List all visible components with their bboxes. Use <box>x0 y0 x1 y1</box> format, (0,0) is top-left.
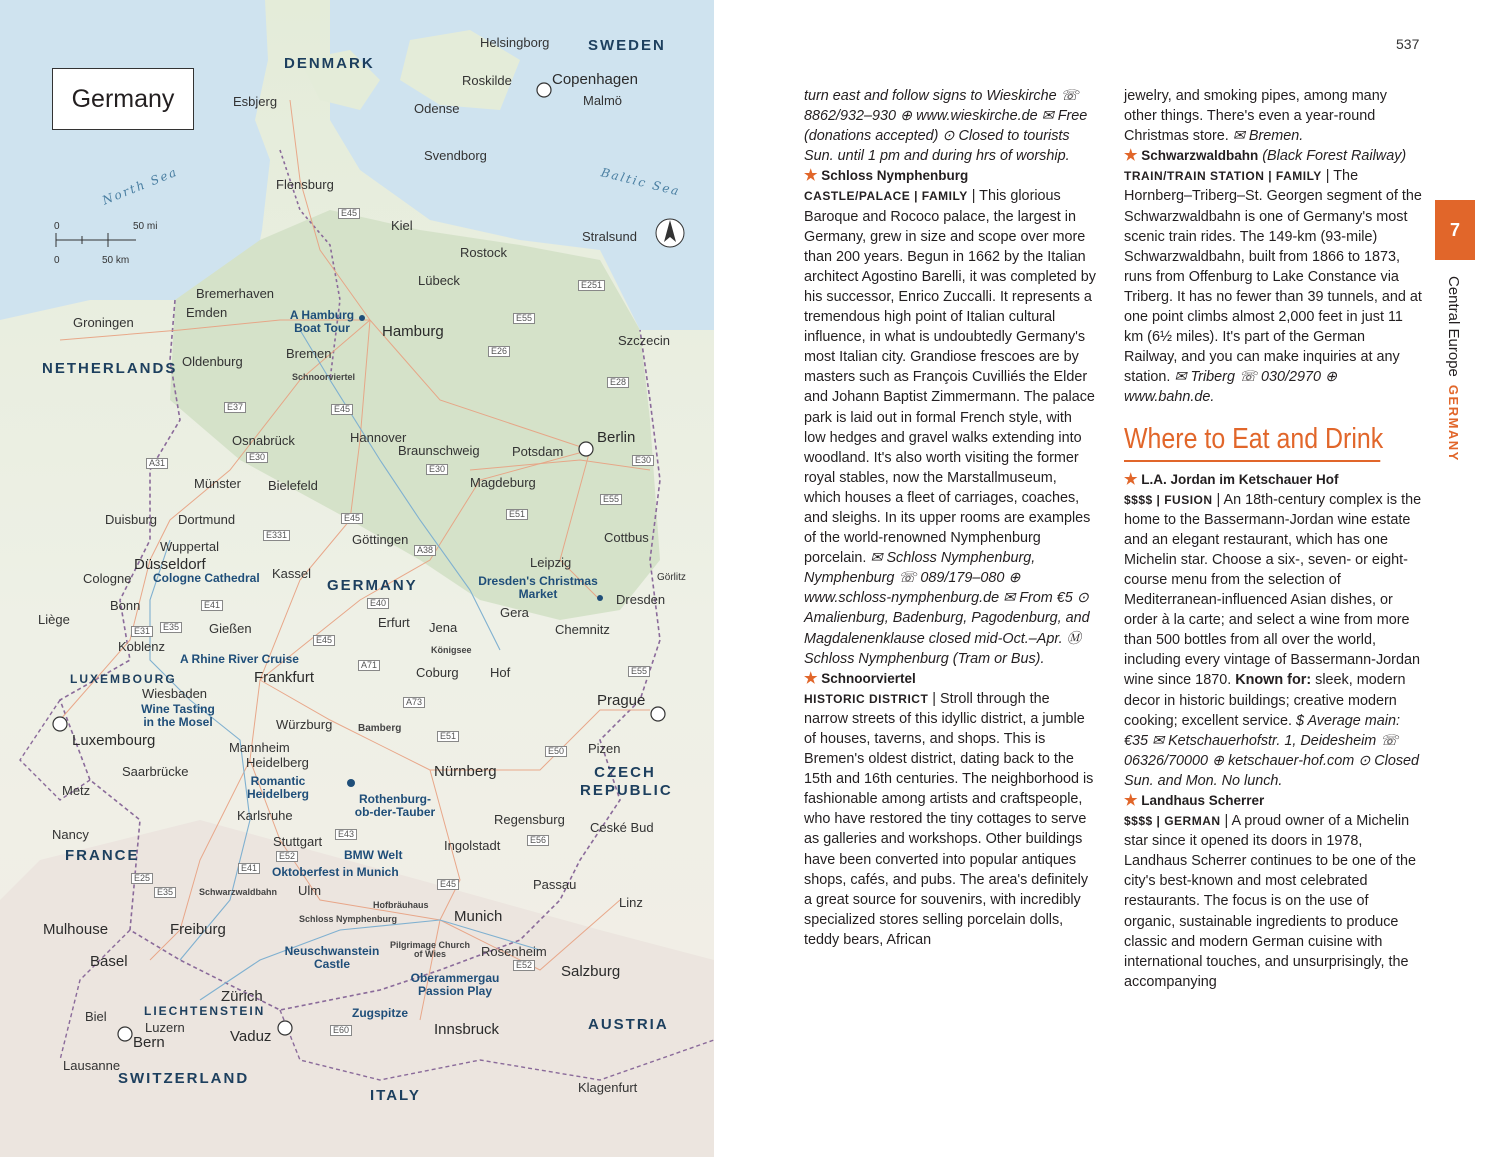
map-city-label: Oldenburg <box>182 354 243 369</box>
road-shield: E45 <box>437 879 459 890</box>
intro-paragraph: turn east and follow signs to Wieskirche ☏ 8862/932–930 ⊕ www.wieskirche.de ✉ Free (donations accepted) ⊙ Closed to tourists Sun. until 1 pm and during hrs of worship. <box>804 88 1088 165</box>
map-city-label: Regensburg <box>494 812 565 827</box>
map-city-label: Cologne <box>83 571 132 586</box>
map-city-label: Saarbrücke <box>122 764 189 779</box>
map-city-label: Düsseldorf <box>134 556 206 573</box>
entry-info: ✉ Triberg ☏ 030/2970 ⊕ www.bahn.de. <box>1124 369 1338 406</box>
map-attraction-label: Oberammergau Passion Play <box>410 971 500 999</box>
entry-heading <box>1124 146 1422 166</box>
map-sea-label: Baltic Sea <box>599 165 682 199</box>
entry-text: jewelry, and smoking pipes, among many other things. There's even a year-round Christmas store. <box>1124 88 1387 145</box>
road-shield: E40 <box>367 598 389 609</box>
map-city-label: Dresden <box>616 592 666 607</box>
road-shield: A73 <box>403 697 425 708</box>
entry-text: | A proud owner of a Michelin star since it opened its doors in 1978, Landhaus Scherrer continues to be one of the city's best-known and most celebrated restaurants. The focus is on the use of organic, sustainable ingredients to produce classic and modern German cuisine with international touches, and unsurprisingly, the accompanying <box>1124 813 1417 990</box>
star-icon: ★ <box>1124 147 1138 165</box>
map-city-label: Erfurt <box>378 615 410 630</box>
entry-name: Landhaus Scherrer <box>1141 793 1265 808</box>
entry-text: | Stroll through the narrow streets of this idyllic district, a jumble of houses, taverns, and shops. This is Bremen's oldest district, dating back to the 15th and 16th centuries. The neighborhood is fashionable among artists and craftspeople, who have restored the tiny cottages to serve as galleries and workshops. Other buildings have been converted into popular antiques shops, cafés, and pubs. The area's definitely a great source for souvenirs, with incredibly specialized stores selling porcelain dolls, teddy bears, African <box>804 690 1094 948</box>
map-city-label: Frankfurt <box>254 669 315 686</box>
chapter-tab: 7 <box>1435 200 1475 260</box>
map-city-label: Zürich <box>221 988 263 1005</box>
map-city-label: Salzburg <box>561 963 621 980</box>
map-city-label: Nancy <box>52 827 89 842</box>
map-country-label: LIECHTENSTEIN <box>144 1004 266 1018</box>
map-attraction-label: Schwarzwaldbahn <box>199 887 278 897</box>
known-for-label: Known for: <box>1235 672 1312 689</box>
map-city-label: Lausanne <box>63 1058 121 1073</box>
map-city-label: Osnabrück <box>232 433 295 448</box>
germany-map <box>0 0 714 1157</box>
map-city-label: Magdeburg <box>470 475 536 490</box>
entry-name: Schwarzwaldbahn <box>1141 148 1259 164</box>
map-city-label: Ingolstadt <box>444 838 501 853</box>
road-shield: E52 <box>276 851 298 862</box>
map-city-label: Nürnberg <box>434 763 497 780</box>
map-attraction-label: Schnoorviertel <box>292 372 356 382</box>
entry-info: $ Average main: €35 ✉ Ketschauerhofstr. 1, Deidesheim ☏ 06326/70000 ⊕ ketschauer-hof.com ⊙ Closed Sun. and Mon. No lunch. <box>1124 712 1420 789</box>
map-city-label: Malmö <box>583 93 623 108</box>
map-city-label: Stralsund <box>582 229 637 244</box>
map-city-label: Wiesbaden <box>142 686 208 701</box>
chapter-country: GERMANY <box>1446 384 1461 462</box>
road-shield: E45 <box>313 635 335 646</box>
road-shield: E45 <box>331 404 353 415</box>
entry-name: Schloss Nymphenburg <box>821 168 969 184</box>
entry-text: | An 18th-century complex is the home to the Bassermann-Jordan wine estate and an elegant restaurant, which has one Michelin star. Choose a six-, seven- or eight-course menu from the selection of Mediterranean-influenced Asian dishes, or order à la carte; and select a wine from more than 500 bottles from all over the world, including every vintage of Bassermann-Jordan wine since 1870. <box>1124 491 1422 689</box>
map-country-label: LUXEMBOURG <box>70 672 177 686</box>
map-attraction-label: Hofbräuhaus <box>373 900 429 910</box>
road-shield: E55 <box>628 666 650 677</box>
map-city-label: Hamburg <box>382 323 444 340</box>
map-city-label: Kassel <box>272 566 312 581</box>
map-city-label: Gießen <box>209 621 252 636</box>
entry-category: TRAIN/TRAIN STATION | FAMILY <box>1124 169 1322 184</box>
map-sea-label: North Sea <box>100 164 181 208</box>
map-city-label: Svendborg <box>424 148 487 163</box>
map-city-label: Emden <box>186 305 228 320</box>
entry-name: L.A. Jordan im Ketschauer Hof <box>1141 471 1339 487</box>
map-city-label: Basel <box>90 953 128 970</box>
map-city-label: Roskilde <box>462 73 512 88</box>
entry-heading <box>1124 791 1422 811</box>
road-shield: E30 <box>632 455 654 466</box>
page-number: 537 <box>1396 36 1420 52</box>
map-city-label: Munich <box>454 908 503 925</box>
map-city-label: Bremen <box>286 346 332 361</box>
map-title: Germany <box>52 68 194 130</box>
text-column-left <box>804 86 1096 950</box>
map-city-label: Bremerhaven <box>196 286 275 301</box>
map-city-label: Bielefeld <box>268 478 318 493</box>
entry-info: ✉ Bremen. <box>1232 128 1304 145</box>
road-shield: E331 <box>263 530 290 541</box>
map-city-label: Gera <box>500 605 529 620</box>
map-city-label: Mulhouse <box>43 921 109 938</box>
entry-category: HISTORIC DISTRICT <box>804 691 929 706</box>
map-city-label: Ceské Bud <box>590 820 654 835</box>
entry-text: | The Hornberg–Triberg–St. Georgen segment of the Schwarzwaldbahn is one of Germany's most scenic train rides. The 149-km (93-mile) Schwarzwaldbahn, built from 1866 to 1873, runs from Offenburg to Lake Constance via Triberg. It has no fewer than 39 tunnels, and at one point climbs almost 2,000 feet in just 11 km (6½ miles). It's part of the German Railway, and you can make inquiries at any station. <box>1124 168 1422 386</box>
map-city-label: Odense <box>414 101 460 116</box>
scale-km-zero: 0 <box>54 255 60 266</box>
map-city-label: Hannover <box>350 430 407 445</box>
road-shield: E60 <box>330 1025 352 1036</box>
entry-body <box>804 186 1096 668</box>
map-city-label: Rosenheim <box>481 944 547 959</box>
map-city-label: Metz <box>62 783 91 798</box>
map-city-label: Klagenfurt <box>578 1080 638 1095</box>
map-city-label: Esbjerg <box>233 94 278 109</box>
star-icon: ★ <box>1124 470 1138 488</box>
road-shield: E30 <box>426 464 448 475</box>
road-shield: E25 <box>131 873 153 884</box>
map-city-label: Duisburg <box>105 512 158 527</box>
entry-body <box>804 689 1096 950</box>
map-city-label: Koblenz <box>118 639 165 654</box>
map-country-label: NETHERLANDS <box>42 360 178 377</box>
map-city-label: Copenhagen <box>552 71 638 88</box>
entry-info: ✉ Schloss Nymphenburg, Nymphenburg ☏ 089/179–080 ⊕ www.schloss-nymphenburg.de ✉ From €5 ⊙ Amalienburg, Badenburg, Pagodenburg, and Magdalenenklause closed mid-Oct.–Apr. Ⓜ Schloss Nymphenburg (Tram or Bus). <box>804 550 1090 667</box>
map-attraction-label: Schloss Nymphenburg <box>299 914 398 924</box>
map-city-label: Königsee <box>431 645 472 655</box>
entry-category: $$$$ | GERMAN <box>1124 814 1221 829</box>
map-city-label: Potsdam <box>512 444 564 459</box>
map-city-label: Coburg <box>416 665 459 680</box>
map-city-label: Karlsruhe <box>237 808 293 823</box>
map-city-label: Göttingen <box>352 532 409 547</box>
map-city-label: Braunschweig <box>398 443 480 458</box>
road-shield: E45 <box>341 513 363 524</box>
map-city-label: Mannheim <box>229 740 290 755</box>
road-shield: E251 <box>578 280 605 291</box>
map-city-label: Stuttgart <box>273 834 323 849</box>
map-country-label: SWEDEN <box>588 37 666 54</box>
map-city-label: Dortmund <box>178 512 236 527</box>
entry-body <box>1124 490 1422 791</box>
map-attraction-label: Neuschwanstein Castle <box>284 944 380 972</box>
map-country-label: ITALY <box>370 1087 421 1104</box>
map-city-label: Rostock <box>460 245 507 260</box>
map-city-label: Chemnitz <box>555 622 610 637</box>
road-shield: E35 <box>154 887 176 898</box>
road-shield: E28 <box>607 377 629 388</box>
road-shield: E55 <box>600 494 622 505</box>
map-city-label: Freiburg <box>170 921 226 938</box>
entry-body <box>1124 166 1422 407</box>
entry-category: $$$$ | FUSION <box>1124 492 1213 507</box>
map-attraction-label: Oktoberfest in Munich <box>272 865 399 879</box>
map-city-label: Biel <box>85 1009 107 1024</box>
road-shield: E37 <box>224 402 246 413</box>
road-shield: E41 <box>238 863 260 874</box>
map-city-label: Prague <box>597 692 646 709</box>
map-attraction-label: Rothenburg-ob-der-Tauber <box>354 792 436 820</box>
scale-mi-label: 50 mi <box>133 221 158 232</box>
road-shield: E26 <box>488 346 510 357</box>
map-city-label: Leipzig <box>530 555 572 570</box>
map-attraction-label: A Hamburg Boat Tour <box>289 308 355 336</box>
map-city-label: Luxembourg <box>72 732 156 749</box>
entry-text: | This glorious Baroque and Rococo palace, the largest in Germany, grew in size and scope over more than 200 years. Begun in 1662 by the Italian architect Agostino Barelli, it was completed by his successor, Enrico Zuccalli. It represents a tremendous high point of Italian cultural influence, in what is undoubtedly Germany's most Italian city. Grandiose frescoes are by masters such as François Cuvilliés the Elder and Johann Baptist Zimmermann. The palace park is laid out in formal French style, with low hedges and gravel walks extending into woodland. It's also worth visiting the former royal stables, now the Marstallmuseum, which houses a fleet of carriages, coaches, and sleighs. In its upper rooms are examples of the world-renowned Nymphenburg porcelain. <box>804 188 1096 567</box>
map-city-label: Hof <box>490 665 511 680</box>
map-city-label: Bamberg <box>358 723 402 734</box>
star-icon: ★ <box>804 669 818 687</box>
road-shield: E51 <box>506 509 528 520</box>
map-country-label: CZECH REPUBLIC <box>580 764 673 799</box>
entry-name: Schnoorviertel <box>821 670 916 686</box>
road-shield: E56 <box>527 835 549 846</box>
map-city-label: Jena <box>429 620 458 635</box>
map-attraction-label: Cologne Cathedral <box>153 571 260 585</box>
map-attraction-label: BMW Welt <box>344 848 403 862</box>
map-city-label: Cottbus <box>604 530 649 545</box>
road-shield: A31 <box>146 458 168 469</box>
map-city-label: Pizen <box>588 741 621 756</box>
road-shield: E30 <box>246 452 268 463</box>
map-city-label: Lübeck <box>418 273 460 288</box>
map-city-label: Görlitz <box>657 572 686 583</box>
road-shield: E51 <box>437 731 459 742</box>
map-city-label: Ulm <box>298 883 322 898</box>
map-city-label: Groningen <box>73 315 134 330</box>
road-shield: E55 <box>513 313 535 324</box>
road-shield: A71 <box>358 660 380 671</box>
map-city-label: Kiel <box>391 218 413 233</box>
road-shield: A38 <box>414 545 436 556</box>
chapter-side-label <box>1440 276 1462 476</box>
road-shield: E41 <box>201 600 223 611</box>
road-shield: E52 <box>513 960 535 971</box>
map-city-label: Würzburg <box>276 717 333 732</box>
map-attraction-label: Dresden's Christmas Market <box>478 574 598 602</box>
road-shield: E31 <box>131 626 153 637</box>
entry-category: CASTLE/PALACE | FAMILY <box>804 189 968 204</box>
star-icon: ★ <box>804 167 818 185</box>
known-for-text: sleek, modern decor in historic buildings; creative modern cooking; excellent service. <box>1124 672 1406 729</box>
scale-mi-zero: 0 <box>54 221 60 232</box>
map-attraction-label: A Rhine River Cruise <box>180 652 299 666</box>
map-city-label: Helsingborg <box>480 35 550 50</box>
map-country-label: FRANCE <box>65 847 140 864</box>
star-icon: ★ <box>1124 792 1138 809</box>
text-column-right <box>1124 86 1422 992</box>
map-city-label: Liège <box>38 612 70 627</box>
road-shield: E45 <box>338 208 360 219</box>
map-city-label: Passau <box>533 877 577 892</box>
scale-km-label: 50 km <box>102 255 130 266</box>
entry-body <box>1124 86 1422 146</box>
map-attraction-label: Romantic Heidelberg <box>246 774 309 802</box>
road-shield: E50 <box>545 746 567 757</box>
chapter-name: Central Europe <box>1445 276 1462 377</box>
map-city-label: Flensburg <box>276 177 334 192</box>
map-city-label: Bern <box>133 1034 165 1051</box>
section-heading: Where to Eat and Drink <box>1124 422 1380 462</box>
map-country-label: GERMANY <box>327 577 418 594</box>
map-city-label: Linz <box>619 895 643 910</box>
map-city-label: Berlin <box>597 429 636 446</box>
map-attraction-label: Wine Tasting in the Mosel <box>141 702 215 730</box>
road-shield: E43 <box>335 829 357 840</box>
map-city-label: Vaduz <box>230 1028 272 1045</box>
map-city-label: Szczecin <box>618 333 671 348</box>
map-city-label: Wuppertal <box>160 539 220 554</box>
map-city-label: Innsbruck <box>434 1021 500 1038</box>
map-country-label: DENMARK <box>284 55 375 72</box>
entry-heading <box>804 166 1096 186</box>
entry-heading <box>804 669 1096 689</box>
road-shield: E35 <box>160 622 182 633</box>
map-attraction-label: Zugspitze <box>352 1006 408 1020</box>
map-city-label: Münster <box>194 476 241 491</box>
map-city-label: Bonn <box>110 598 141 613</box>
map-city-label: Luzern <box>145 1020 185 1035</box>
entry-body <box>1124 811 1422 992</box>
map-country-label: AUSTRIA <box>588 1016 669 1033</box>
entry-heading <box>1124 470 1422 490</box>
map-attraction-label: Pilgrimage Church of Wies <box>390 940 471 959</box>
map-country-label: SWITZERLAND <box>118 1070 250 1087</box>
map-city-label: Heidelberg <box>246 755 309 770</box>
entry-alt-name: (Black Forest Railway) <box>1258 148 1407 165</box>
